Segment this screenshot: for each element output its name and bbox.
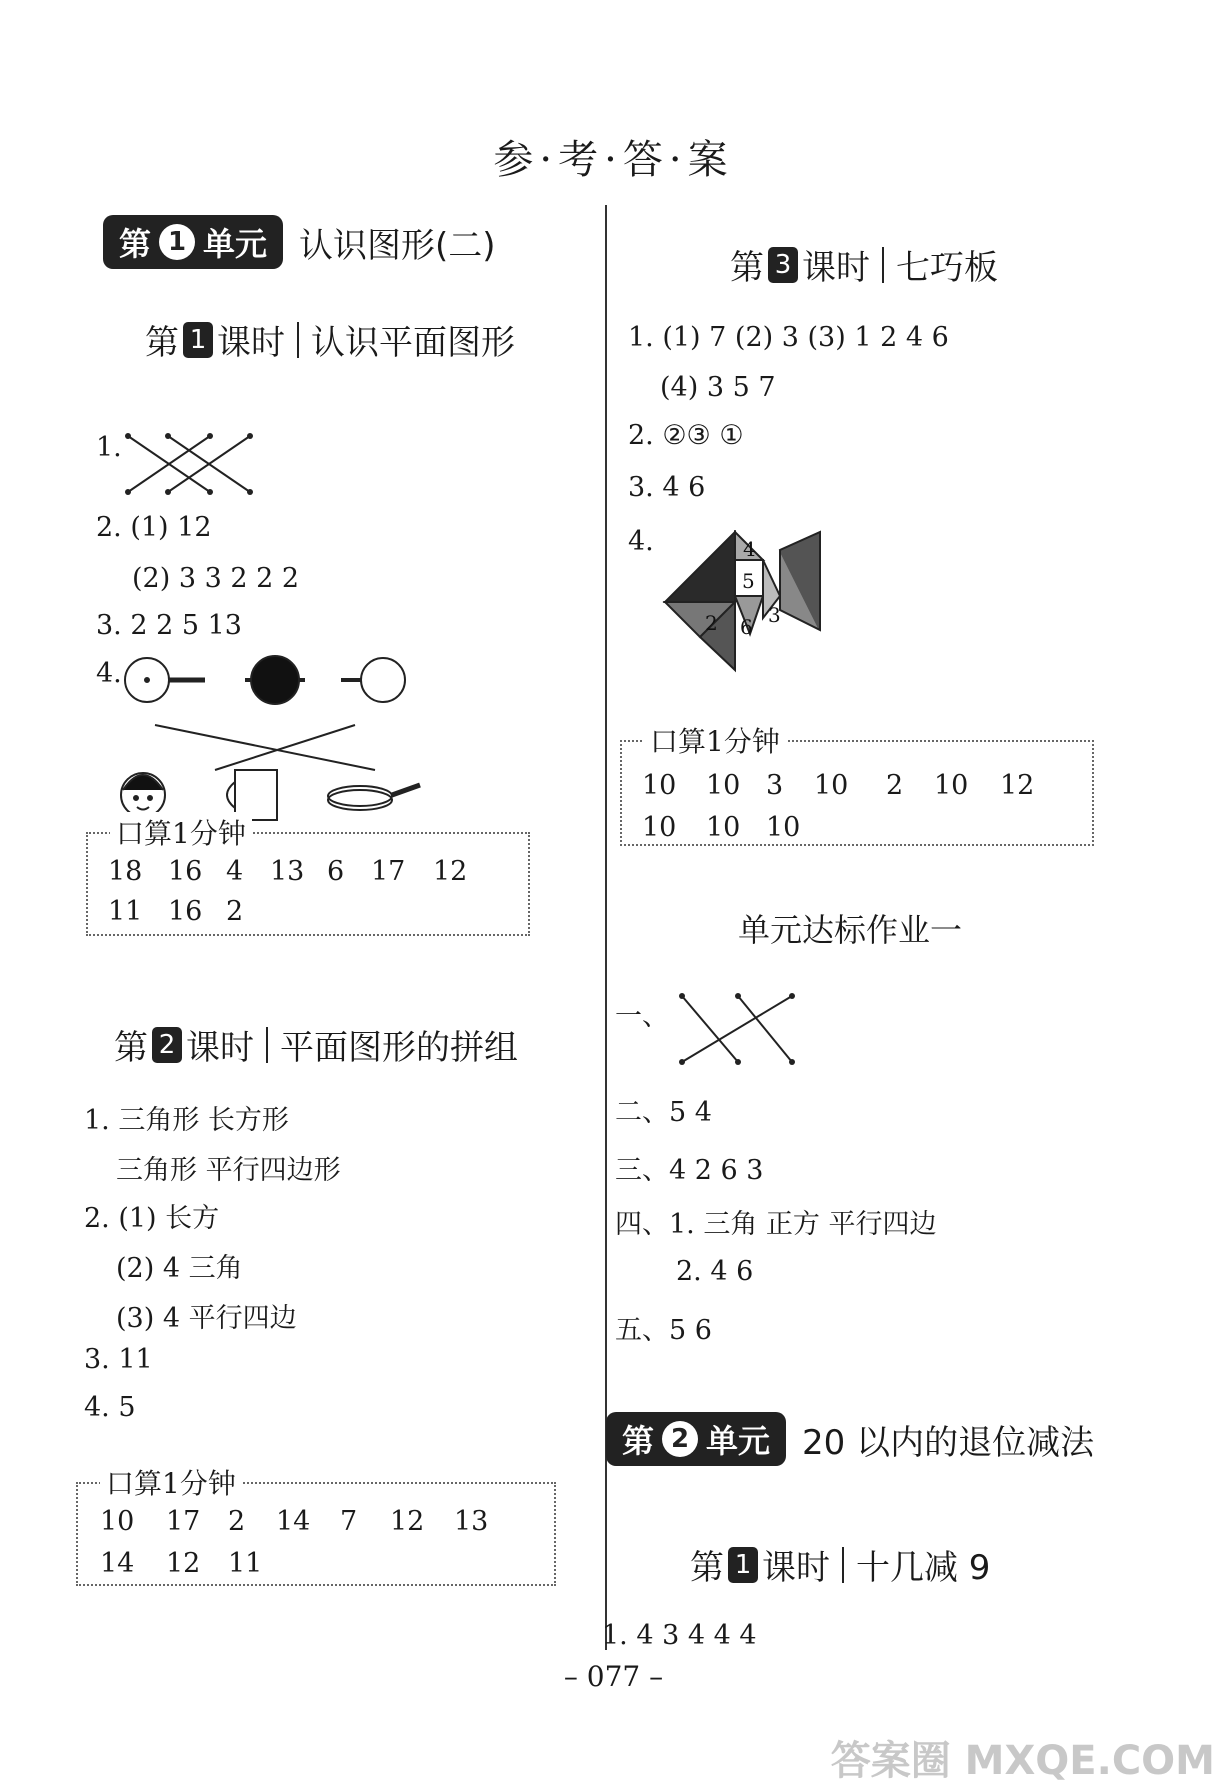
lesson-separator (842, 1547, 844, 1583)
test-a1-label: 一、 (615, 1001, 669, 1032)
test-matching-figure (670, 990, 800, 1070)
unit2-badge (606, 1412, 786, 1466)
oral-value: 14 (100, 1548, 135, 1579)
lesson-prefix: 第 (730, 248, 764, 288)
unit-test-title: 单元达标作业一 (738, 911, 963, 949)
oral-value: 7 (340, 1506, 358, 1537)
l2-q3: 3. 11 (84, 1344, 153, 1375)
unit1-badge (103, 215, 283, 269)
l1-q3: 3. 2 2 5 13 (96, 610, 242, 641)
lesson1-unit2-title: 十几减 9 (856, 1548, 991, 1588)
lesson-number: 3 (768, 247, 798, 283)
unit1-header (103, 215, 496, 269)
lesson-number: 1 (183, 322, 213, 358)
oral-value: 10 (642, 812, 677, 843)
oral-row-1 (100, 1506, 504, 1537)
test-a2: 二、5 4 (615, 1097, 712, 1128)
page-title: 参·考·答·案 (493, 137, 734, 183)
oral-calc-title: 口算1分钟 (100, 1462, 242, 1502)
lesson-suffix: 课时 (217, 323, 285, 363)
watermark-logo (831, 1729, 1215, 1786)
unit1-title: 认识图形(二) (299, 225, 496, 266)
oral-row-1 (642, 770, 1050, 801)
watermark-text: 答案圈 MXQE.COM (830, 1738, 1215, 1784)
lesson-number: 1 (728, 1547, 758, 1583)
matching-objects-figure (115, 650, 435, 825)
lesson-suffix: 课时 (762, 1548, 830, 1588)
unit-number: 2 (662, 1421, 698, 1457)
oral-value: 12 (433, 856, 468, 887)
oral-value: 14 (276, 1506, 311, 1537)
test-a3: 三、4 2 6 3 (615, 1155, 764, 1186)
l1-q2b: (2) 3 3 2 2 2 (132, 563, 300, 594)
tangram-label: 4 (743, 537, 756, 561)
lesson2-title: 平面图形的拼组 (280, 1028, 518, 1068)
l2-q2b: (2) 4 三角 (116, 1253, 243, 1284)
lesson-prefix: 第 (145, 323, 179, 363)
lesson3-header (730, 240, 998, 289)
lesson-number: 2 (152, 1027, 182, 1063)
oral-calc-box-2 (76, 1467, 556, 1586)
oral-value: 13 (270, 856, 305, 887)
oral-value: 12 (166, 1548, 201, 1579)
oral-value: 10 (814, 770, 849, 801)
lesson-prefix: 第 (114, 1028, 148, 1068)
oral-value: 10 (706, 812, 741, 843)
oral-value: 6 (327, 856, 345, 887)
oral-calc-box-3 (620, 725, 1094, 846)
l2-q1b: 三角形 平行四边形 (116, 1155, 341, 1186)
unit-suffix: 单元 (203, 225, 268, 263)
tangram-label: 3 (768, 603, 781, 627)
unit-suffix: 单元 (706, 1422, 771, 1460)
tangram-label: 2 (705, 611, 718, 635)
l3-q1a: 1. (1) 7 (2) 3 (3) 1 2 4 6 (628, 322, 949, 353)
oral-row-2 (108, 896, 270, 927)
l2-q1a: 1. 三角形 长方形 (84, 1105, 289, 1136)
l1-q2a: 2. (1) 12 (96, 512, 212, 543)
oral-row-1 (108, 856, 483, 887)
oral-value: 10 (934, 770, 969, 801)
l1-q4-label: 4. (96, 658, 122, 689)
tangram-fish-figure (660, 530, 830, 680)
lesson1-unit2-header (690, 1540, 990, 1589)
oral-value: 2 (886, 770, 904, 801)
l3-q3: 3. 4 6 (628, 472, 706, 503)
oral-value: 4 (226, 856, 244, 887)
unit2-title: 20 以内的退位减法 (802, 1422, 1095, 1463)
oral-value: 17 (371, 856, 406, 887)
l1-q1-label: 1. (96, 432, 122, 463)
oral-value: 17 (166, 1506, 201, 1537)
unit-number: 1 (159, 224, 195, 260)
l3-q4-label: 4. (628, 526, 654, 557)
l3-q2: 2. ②③ ① (628, 420, 744, 451)
oral-value: 12 (390, 1506, 425, 1537)
tangram-label: 6 (740, 615, 753, 639)
unit-prefix: 第 (622, 1422, 655, 1460)
oral-value: 10 (100, 1506, 135, 1537)
oral-calc-title: 口算1分钟 (110, 812, 252, 852)
oral-value: 10 (642, 770, 677, 801)
lesson-separator (297, 322, 299, 358)
l2-q2c: (3) 4 平行四边 (116, 1303, 297, 1334)
lesson1-header (145, 315, 515, 364)
lesson-prefix: 第 (690, 1548, 724, 1588)
lesson-suffix: 课时 (802, 248, 870, 288)
test-a5: 五、5 6 (615, 1315, 712, 1346)
page-number: – 077 – (563, 1660, 664, 1693)
oral-calc-title: 口算1分钟 (644, 720, 786, 760)
oral-value: 13 (454, 1506, 489, 1537)
matching-lines-figure (120, 430, 260, 500)
l2-q4: 4. 5 (84, 1392, 136, 1423)
test-a4a: 四、1. 三角 正方 平行四边 (615, 1209, 937, 1240)
unit2-header (606, 1412, 1094, 1466)
tangram-label: 5 (742, 569, 755, 593)
oral-value: 3 (766, 770, 784, 801)
oral-value: 12 (1000, 770, 1035, 801)
oral-value: 10 (706, 770, 741, 801)
oral-value: 16 (168, 896, 203, 927)
l3-q1b: (4) 3 5 7 (660, 372, 776, 403)
oral-value: 2 (226, 896, 244, 927)
lesson-suffix: 课时 (186, 1028, 254, 1068)
oral-value: 16 (168, 856, 203, 887)
oral-row-2 (642, 812, 814, 843)
lesson-separator (882, 247, 884, 283)
test-a4b: 2. 4 6 (676, 1256, 754, 1287)
oral-row-2 (100, 1548, 276, 1579)
lesson-separator (266, 1027, 268, 1063)
lesson1-title: 认识平面图形 (311, 323, 515, 363)
oral-value: 2 (228, 1506, 246, 1537)
oral-value: 11 (108, 896, 143, 927)
unit-prefix: 第 (119, 225, 152, 263)
oral-value: 10 (766, 812, 801, 843)
lesson3-title: 七巧板 (896, 248, 998, 288)
u2-l1-q1: 1. 4 3 4 4 4 (602, 1620, 757, 1651)
l2-q2a: 2. (1) 长方 (84, 1203, 220, 1234)
oral-value: 11 (228, 1548, 263, 1579)
oral-calc-box-1 (86, 817, 530, 936)
lesson2-header (114, 1020, 518, 1069)
oral-value: 18 (108, 856, 143, 887)
